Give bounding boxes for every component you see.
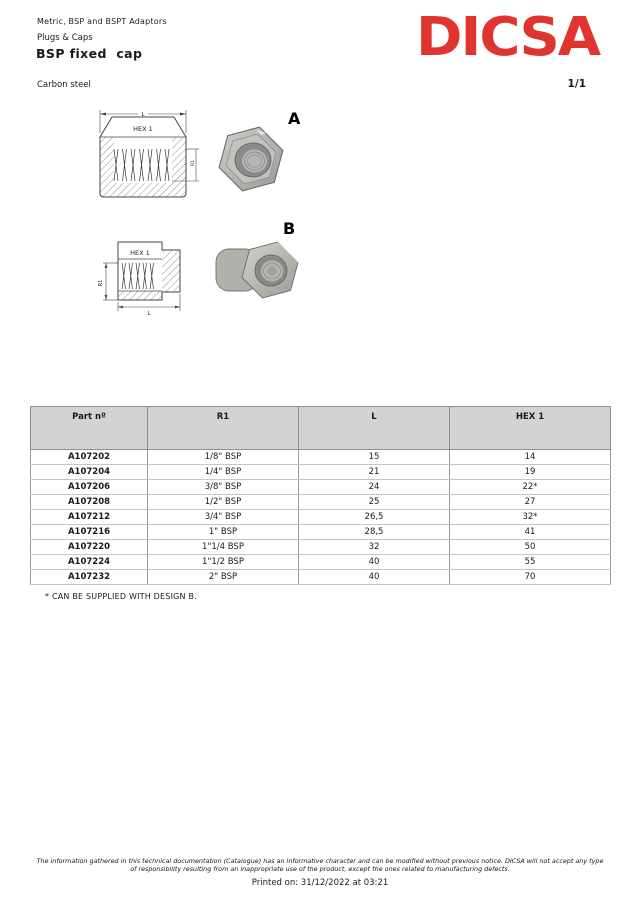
dicsa-logo: DICSA (416, 6, 600, 69)
table-cell: A107204 (31, 465, 148, 480)
table-cell: 1/2" BSP (148, 495, 299, 510)
table-row (31, 540, 611, 555)
table-cell: 50 (450, 540, 611, 555)
disclaimer (10, 857, 630, 873)
table-cell: 41 (450, 525, 611, 540)
thread-dim-label-a: R1 (191, 160, 196, 166)
variant-b-label: B (283, 219, 296, 238)
table-cell: A107212 (31, 510, 148, 525)
table-cell: A107232 (31, 570, 148, 585)
length-dim-label-b: L (147, 311, 151, 316)
hex-dim-label-b: HEX 1 (130, 249, 150, 257)
column-header: L (299, 407, 450, 450)
render-a (214, 120, 286, 198)
category: Plugs & Caps (37, 33, 93, 43)
thread-dim-label-b: R1 (99, 279, 104, 287)
table-cell: 1/8" BSP (148, 450, 299, 465)
table-row (31, 450, 611, 465)
variant-a-label: A (288, 109, 301, 128)
table-cell: A107202 (31, 450, 148, 465)
column-header: R1 (148, 407, 299, 450)
table-row (31, 570, 611, 585)
table-cell: 40 (299, 555, 450, 570)
table-cell: 70 (450, 570, 611, 585)
table-cell: 2" BSP (148, 570, 299, 585)
table-cell: 22* (450, 480, 611, 495)
column-header: HEX 1 (450, 407, 611, 450)
table-cell: A107224 (31, 555, 148, 570)
table-row (31, 510, 611, 525)
spec-table-body (31, 450, 611, 585)
render-b (212, 237, 302, 303)
drawing-b (94, 236, 194, 316)
column-header: Part nº (31, 407, 148, 450)
hex-dim-label-a: HEX 1 (133, 125, 153, 133)
page-number: 1/1 (567, 78, 586, 90)
page-title: BSP fixed cap (36, 46, 143, 61)
table-cell: 19 (450, 465, 611, 480)
table-cell: 1" BSP (148, 525, 299, 540)
table-cell: 3/8" BSP (148, 480, 299, 495)
disclaimer-line-2: of responsibility resulting from an inappropriate use of the product, except the ones related to manufacturing defects. (130, 865, 510, 873)
table-cell: 14 (450, 450, 611, 465)
table-row (31, 480, 611, 495)
printed-on: Printed on: 31/12/2022 at 03:21 (251, 878, 389, 888)
spec-table (30, 406, 611, 585)
table-cell: 21 (299, 465, 450, 480)
table-row (31, 495, 611, 510)
table-cell: 25 (299, 495, 450, 510)
table-cell: 15 (299, 450, 450, 465)
table-cell: 1"1/4 BSP (148, 540, 299, 555)
table-footnote: * CAN BE SUPPLIED WITH DESIGN B. (45, 592, 197, 601)
material-label: Carbon steel (37, 80, 91, 90)
table-row (31, 555, 611, 570)
table-cell: 26,5 (299, 510, 450, 525)
spec-table-header-row (31, 407, 611, 450)
table-row (31, 465, 611, 480)
table-cell: 1/4" BSP (148, 465, 299, 480)
disclaimer-line-1: The information gathered in this technical documentation (Catalogue) has an informative character and can be modified without previous notice. DICSA will not accept any type (36, 857, 604, 865)
table-cell: 3/4" BSP (148, 510, 299, 525)
table-cell: A107208 (31, 495, 148, 510)
table-cell: 24 (299, 480, 450, 495)
drawing-a (86, 107, 204, 203)
table-cell: 40 (299, 570, 450, 585)
product-line: Metric, BSP and BSPT Adaptors (37, 17, 167, 26)
table-cell: 32 (299, 540, 450, 555)
table-cell: 28,5 (299, 525, 450, 540)
spec-table-container (30, 406, 610, 585)
table-cell: 27 (450, 495, 611, 510)
table-cell: 32* (450, 510, 611, 525)
length-dim-label-a: L (141, 112, 145, 118)
table-cell: A107216 (31, 525, 148, 540)
table-cell: A107206 (31, 480, 148, 495)
table-cell: 55 (450, 555, 611, 570)
table-cell: A107220 (31, 540, 148, 555)
table-cell: 1"1/2 BSP (148, 555, 299, 570)
table-row (31, 525, 611, 540)
